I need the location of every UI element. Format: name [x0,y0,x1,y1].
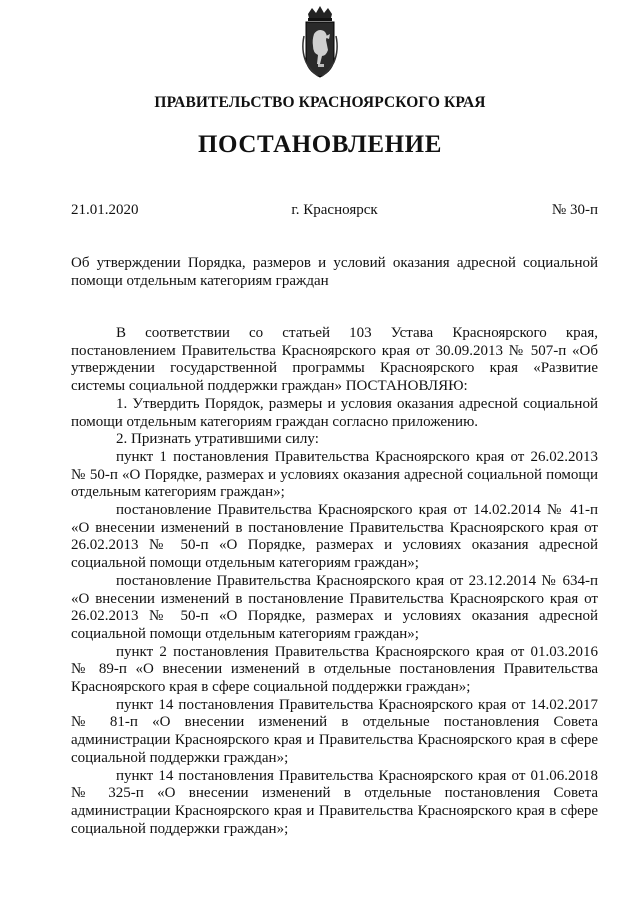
document-date: 21.01.2020 [71,202,139,218]
body-paragraph: пункт 14 постановления Правительства Красноярского края от 14.02.2017 № 81-п «О внесении изменений в отдельные постановления Совета администрации Красноярского края и Правительства Красноярского края в сфере социальной поддержки граждан»; [71,696,598,766]
krasnoyarsk-coat-of-arms-icon [300,6,340,80]
body-paragraph: 1. Утвердить Порядок, размеры и условия оказания адресной социальной помощи отдельным категориям граждан согласно приложению. [71,395,598,430]
document-subject: Об утверждении Порядка, размеров и условий оказания адресной социальной помощи отдельным категориям граждан [71,255,598,289]
government-name: ПРАВИТЕЛЬСТВО КРАСНОЯРСКОГО КРАЯ [154,94,486,111]
body-paragraph: пункт 1 постановления Правительства Красноярского края от 26.02.2013 № 50-п «О Порядке, размерах и условиях оказания адресной социальной помощи отдельным категориям граждан»; [71,448,598,501]
body-paragraph: пункт 14 постановления Правительства Красноярского края от 01.06.2018 № 325-п «О внесении изменений в отдельные постановления Совета администрации Красноярского края и Правительства Красноярского края в сфере социальной поддержки граждан»; [71,767,598,837]
body-paragraph: постановление Правительства Красноярского края от 23.12.2014 № 634-п «О внесении изменений в постановление Правительства Красноярского края от 26.02.2013 № 50-п «О Порядке, размерах и условиях оказания адресной социальной помощи отдельным категориям граждан»; [71,572,598,642]
document-city: г. Красноярск [291,202,378,218]
body-paragraph: пункт 2 постановления Правительства Красноярского края от 01.03.2016 № 89-п «О внесении изменений в отдельные постановления Правительства Красноярского края в сфере социальной поддержки граждан»; [71,643,598,696]
body-paragraph: постановление Правительства Красноярского края от 14.02.2014 № 41-п «О внесении изменений в постановление Правительства Красноярского края от 26.02.2013 № 50-п «О Порядке, размерах и условиях оказания адресной социальной помощи отдельным категориям граждан»; [71,502,598,572]
document-type-title: ПОСТАНОВЛЕНИЕ [197,131,443,158]
document-meta-row [71,202,598,220]
document-number: № 30-п [551,202,598,218]
body-paragraph: 2. Признать утратившими силу: [116,431,319,448]
body-paragraph: В соответствии со статьей 103 Устава Красноярского края, постановлением Правительства Красноярского края от 30.09.2013 № 507-п «Об утверждении государственной программы Красноярского края «Развитие системы социальной поддержки граждан» ПОСТАНОВЛЯЮ: [71,325,598,395]
document-body [71,325,598,838]
